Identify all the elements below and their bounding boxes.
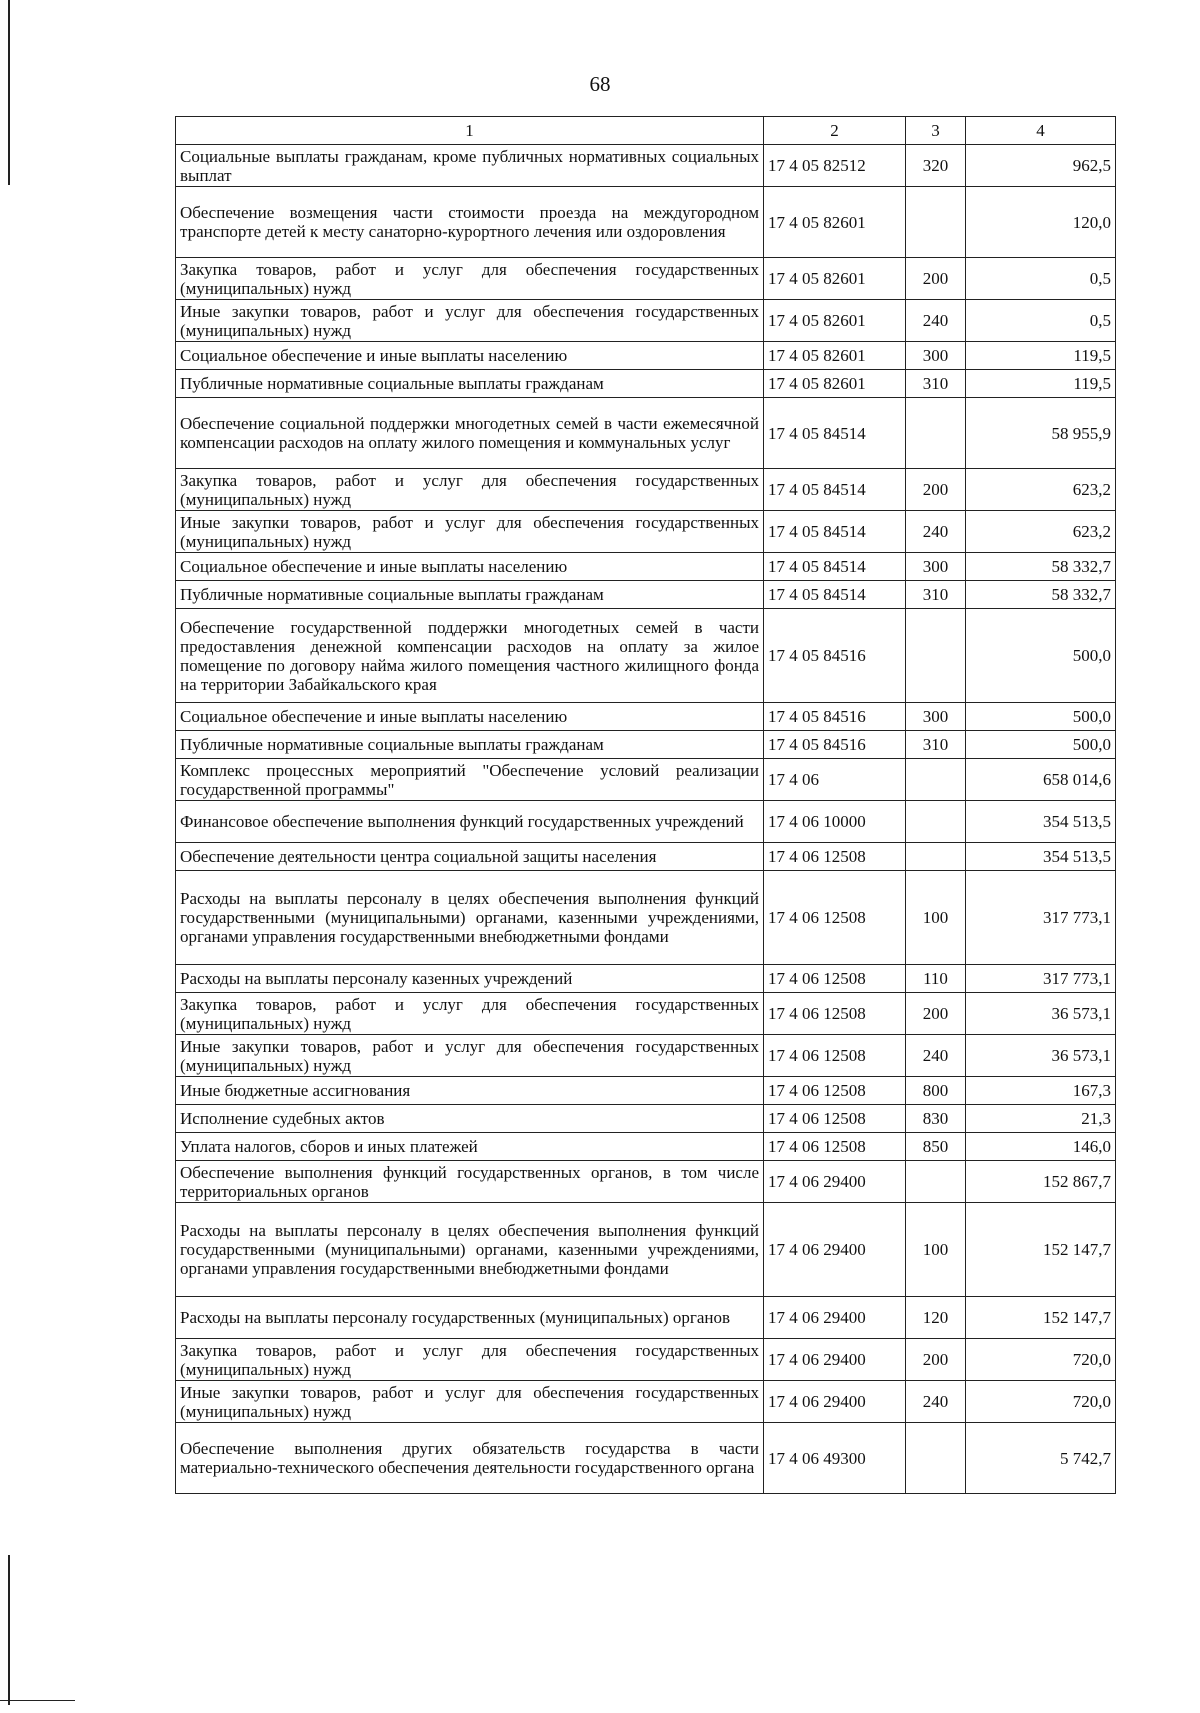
row-expense-type: 800 [906, 1077, 966, 1105]
table-row [176, 993, 1116, 1035]
row-amount: 119,5 [966, 342, 1116, 370]
table-row [176, 1381, 1116, 1423]
row-amount: 58 955,9 [966, 398, 1116, 469]
row-amount: 152 147,7 [966, 1203, 1116, 1297]
row-description: Обеспечение выполнения других обязательств государства в части материально-технического обеспечения деятельности государственного органа [176, 1423, 764, 1494]
row-target-code: 17 4 05 84516 [764, 703, 906, 731]
column-number-row [176, 117, 1116, 145]
row-description: Публичные нормативные социальные выплаты гражданам [176, 581, 764, 609]
row-description: Иные закупки товаров, работ и услуг для обеспечения государственных (муниципальных) нужд [176, 300, 764, 342]
table-row [176, 469, 1116, 511]
row-expense-type: 200 [906, 993, 966, 1035]
row-description: Социальное обеспечение и иные выплаты населению [176, 703, 764, 731]
row-target-code: 17 4 06 10000 [764, 801, 906, 843]
row-description: Закупка товаров, работ и услуг для обеспечения государственных (муниципальных) нужд [176, 993, 764, 1035]
row-amount: 0,5 [966, 300, 1116, 342]
row-target-code: 17 4 06 12508 [764, 965, 906, 993]
row-description: Иные бюджетные ассигнования [176, 1077, 764, 1105]
row-target-code: 17 4 06 12508 [764, 1077, 906, 1105]
row-amount: 152 867,7 [966, 1161, 1116, 1203]
row-target-code: 17 4 05 84514 [764, 581, 906, 609]
row-amount: 36 573,1 [966, 1035, 1116, 1077]
table-row [176, 703, 1116, 731]
row-amount: 500,0 [966, 703, 1116, 731]
row-description: Закупка товаров, работ и услуг для обеспечения государственных (муниципальных) нужд [176, 258, 764, 300]
row-description: Финансовое обеспечение выполнения функций государственных учреждений [176, 801, 764, 843]
row-target-code: 17 4 05 84514 [764, 511, 906, 553]
row-expense-type: 310 [906, 370, 966, 398]
scan-edge-line [0, 1700, 75, 1701]
row-description: Иные закупки товаров, работ и услуг для обеспечения государственных (муниципальных) нужд [176, 511, 764, 553]
row-target-code: 17 4 05 82601 [764, 300, 906, 342]
column-header: 2 [764, 117, 906, 145]
row-target-code: 17 4 05 84514 [764, 469, 906, 511]
table-row [176, 1161, 1116, 1203]
table-row [176, 398, 1116, 469]
table-row [176, 553, 1116, 581]
row-description: Обеспечение деятельности центра социальной защиты населения [176, 843, 764, 871]
row-amount: 658 014,6 [966, 759, 1116, 801]
row-target-code: 17 4 06 29400 [764, 1203, 906, 1297]
row-expense-type: 200 [906, 1339, 966, 1381]
row-amount: 354 513,5 [966, 801, 1116, 843]
table-row [176, 843, 1116, 871]
row-amount: 500,0 [966, 609, 1116, 703]
row-description: Обеспечение государственной поддержки многодетных семей в части предоставления денежной компенсации расходов на оплату за жилое помещение по договору найма жилого помещения частного жилищного фонда на территории Забайкальского края [176, 609, 764, 703]
table-row [176, 1423, 1116, 1494]
table-row [176, 342, 1116, 370]
table-row [176, 187, 1116, 258]
row-expense-type: 100 [906, 1203, 966, 1297]
row-expense-type: 110 [906, 965, 966, 993]
row-expense-type [906, 1161, 966, 1203]
table-row [176, 759, 1116, 801]
row-expense-type [906, 187, 966, 258]
row-amount: 623,2 [966, 469, 1116, 511]
row-expense-type [906, 1423, 966, 1494]
row-description: Обеспечение выполнения функций государственных органов, в том числе территориальных органов [176, 1161, 764, 1203]
row-description: Закупка товаров, работ и услуг для обеспечения государственных (муниципальных) нужд [176, 469, 764, 511]
row-amount: 146,0 [966, 1133, 1116, 1161]
page-number: 68 [589, 72, 611, 96]
row-target-code: 17 4 06 12508 [764, 1105, 906, 1133]
row-target-code: 17 4 05 84516 [764, 609, 906, 703]
table-row [176, 258, 1116, 300]
row-amount: 58 332,7 [966, 581, 1116, 609]
row-target-code: 17 4 06 49300 [764, 1423, 906, 1494]
row-description: Расходы на выплаты персоналу в целях обеспечения выполнения функций государственными (муниципальными) органами, казенными учреждениями, органами управления государственными внебюджетными фондами [176, 1203, 764, 1297]
row-expense-type: 300 [906, 703, 966, 731]
row-amount: 720,0 [966, 1381, 1116, 1423]
row-target-code: 17 4 06 [764, 759, 906, 801]
row-expense-type [906, 398, 966, 469]
row-description: Публичные нормативные социальные выплаты гражданам [176, 370, 764, 398]
table-row [176, 511, 1116, 553]
budget-table [175, 116, 1116, 1494]
table-row [176, 1105, 1116, 1133]
row-expense-type: 240 [906, 1035, 966, 1077]
table-row [176, 1077, 1116, 1105]
table-row [176, 1339, 1116, 1381]
scan-edge-line [8, 1555, 10, 1705]
row-expense-type [906, 801, 966, 843]
table-row [176, 1203, 1116, 1297]
table-row [176, 801, 1116, 843]
column-header: 3 [906, 117, 966, 145]
row-expense-type: 200 [906, 258, 966, 300]
row-target-code: 17 4 06 12508 [764, 871, 906, 965]
row-description: Публичные нормативные социальные выплаты гражданам [176, 731, 764, 759]
row-target-code: 17 4 05 84516 [764, 731, 906, 759]
row-target-code: 17 4 06 29400 [764, 1297, 906, 1339]
row-amount: 167,3 [966, 1077, 1116, 1105]
row-expense-type [906, 843, 966, 871]
row-description: Закупка товаров, работ и услуг для обеспечения государственных (муниципальных) нужд [176, 1339, 764, 1381]
row-target-code: 17 4 05 82601 [764, 370, 906, 398]
column-header: 4 [966, 117, 1116, 145]
row-target-code: 17 4 06 29400 [764, 1339, 906, 1381]
row-description: Расходы на выплаты персоналу казенных учреждений [176, 965, 764, 993]
row-expense-type [906, 609, 966, 703]
row-description: Иные закупки товаров, работ и услуг для обеспечения государственных (муниципальных) нужд [176, 1035, 764, 1077]
table-row [176, 145, 1116, 187]
row-target-code: 17 4 05 84514 [764, 398, 906, 469]
row-amount: 317 773,1 [966, 871, 1116, 965]
row-description: Исполнение судебных актов [176, 1105, 764, 1133]
row-target-code: 17 4 05 82512 [764, 145, 906, 187]
row-amount: 21,3 [966, 1105, 1116, 1133]
row-amount: 0,5 [966, 258, 1116, 300]
row-description: Иные закупки товаров, работ и услуг для обеспечения государственных (муниципальных) нужд [176, 1381, 764, 1423]
row-description: Обеспечение социальной поддержки многодетных семей в части ежемесячной компенсации расходов на оплату жилого помещения и коммунальных услуг [176, 398, 764, 469]
table-row [176, 871, 1116, 965]
row-expense-type: 240 [906, 300, 966, 342]
row-expense-type: 200 [906, 469, 966, 511]
row-amount: 120,0 [966, 187, 1116, 258]
row-description: Комплекс процессных мероприятий "Обеспечение условий реализации государственной программы" [176, 759, 764, 801]
row-amount: 119,5 [966, 370, 1116, 398]
row-target-code: 17 4 06 29400 [764, 1161, 906, 1203]
row-expense-type: 300 [906, 342, 966, 370]
table-body [176, 145, 1116, 1494]
row-expense-type: 100 [906, 871, 966, 965]
table-row [176, 300, 1116, 342]
table-row [176, 370, 1116, 398]
row-target-code: 17 4 05 82601 [764, 342, 906, 370]
row-description: Обеспечение возмещения части стоимости проезда на междугородном транспорте детей к месту санаторно-курортного лечения или оздоровления [176, 187, 764, 258]
table-row [176, 1035, 1116, 1077]
row-expense-type: 300 [906, 553, 966, 581]
row-amount: 58 332,7 [966, 553, 1116, 581]
row-expense-type: 310 [906, 581, 966, 609]
table-row [176, 1297, 1116, 1339]
row-amount: 354 513,5 [966, 843, 1116, 871]
table-row [176, 731, 1116, 759]
row-description: Расходы на выплаты персоналу государственных (муниципальных) органов [176, 1297, 764, 1339]
row-amount: 500,0 [966, 731, 1116, 759]
row-amount: 36 573,1 [966, 993, 1116, 1035]
row-amount: 720,0 [966, 1339, 1116, 1381]
row-expense-type: 320 [906, 145, 966, 187]
row-target-code: 17 4 06 29400 [764, 1381, 906, 1423]
table-row [176, 609, 1116, 703]
table-row [176, 1133, 1116, 1161]
table-row [176, 581, 1116, 609]
row-expense-type: 310 [906, 731, 966, 759]
row-expense-type: 240 [906, 511, 966, 553]
row-description: Уплата налогов, сборов и иных платежей [176, 1133, 764, 1161]
row-description: Социальное обеспечение и иные выплаты населению [176, 553, 764, 581]
row-target-code: 17 4 06 12508 [764, 1035, 906, 1077]
row-description: Социальное обеспечение и иные выплаты населению [176, 342, 764, 370]
row-amount: 317 773,1 [966, 965, 1116, 993]
row-expense-type: 120 [906, 1297, 966, 1339]
row-target-code: 17 4 06 12508 [764, 1133, 906, 1161]
row-target-code: 17 4 06 12508 [764, 843, 906, 871]
row-expense-type: 850 [906, 1133, 966, 1161]
row-target-code: 17 4 05 82601 [764, 187, 906, 258]
row-target-code: 17 4 06 12508 [764, 993, 906, 1035]
row-amount: 5 742,7 [966, 1423, 1116, 1494]
row-target-code: 17 4 05 82601 [764, 258, 906, 300]
row-amount: 962,5 [966, 145, 1116, 187]
row-description: Расходы на выплаты персоналу в целях обеспечения выполнения функций государственными (муниципальными) органами, казенными учреждениями, органами управления государственными внебюджетными фондами [176, 871, 764, 965]
table-row [176, 965, 1116, 993]
column-header: 1 [176, 117, 764, 145]
row-expense-type: 240 [906, 1381, 966, 1423]
row-amount: 623,2 [966, 511, 1116, 553]
row-expense-type: 830 [906, 1105, 966, 1133]
row-target-code: 17 4 05 84514 [764, 553, 906, 581]
row-expense-type [906, 759, 966, 801]
row-description: Социальные выплаты гражданам, кроме публичных нормативных социальных выплат [176, 145, 764, 187]
row-amount: 152 147,7 [966, 1297, 1116, 1339]
